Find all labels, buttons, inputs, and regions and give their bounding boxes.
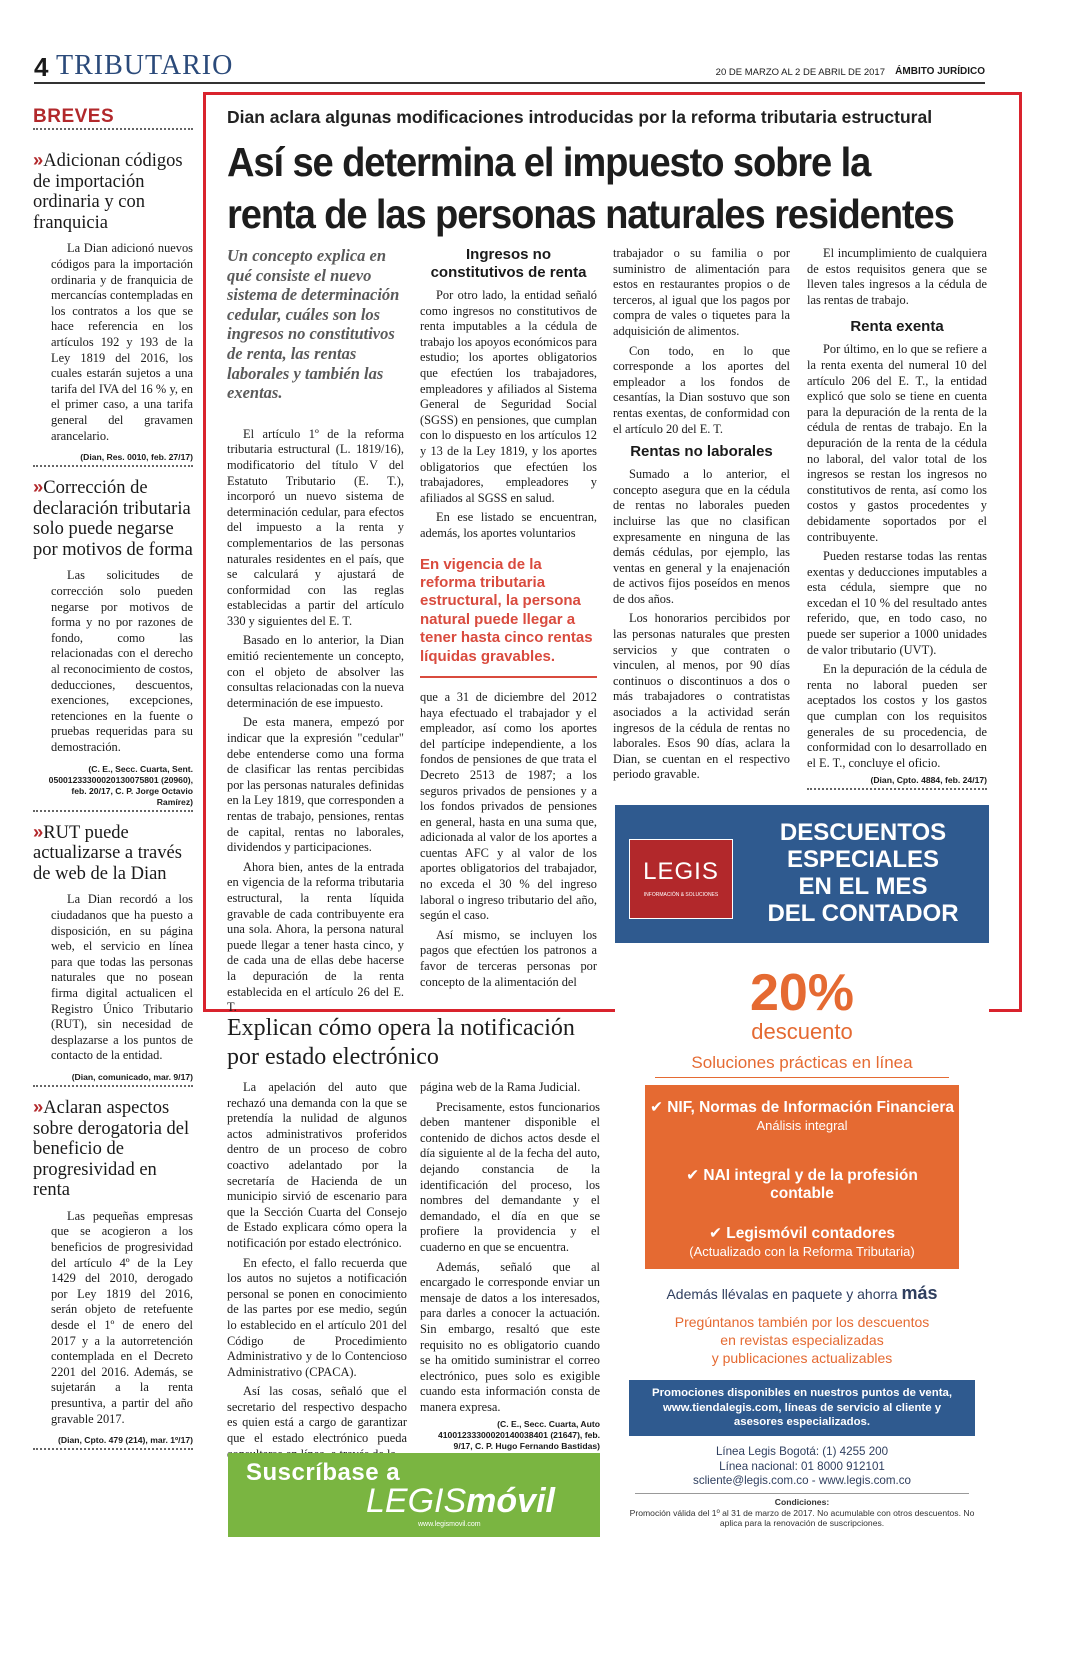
breve-cite: (Dian, Res. 0010, feb. 27/17) — [80, 452, 193, 463]
ad-header — [615, 805, 989, 943]
subheading: Ingresos no constitutivos de renta — [430, 246, 587, 281]
breve-cite: (C. E., Secc. Cuarta, Sent. 05001233300020130075801 (20960), feb. 20/17, C. P. Jorge Octavio Ramírez) — [48, 763, 193, 807]
breve-body: La Dian recordó a los ciudadanos que ha puesto a disposición, en su página web, el servicio en línea para que todas las personas naturales que no posean firma digital actualicen el Registro Único Tributario (RUT), sin necesidad de desplazarse a los puntos de contacto de la entidad. — [51, 892, 193, 1063]
ad-headline: DESCUENTOS ESPECIALES EN EL MES DEL CONTADOR — [767, 819, 959, 927]
second-headline: Explican cómo opera la notificación por estado electrónico — [227, 1015, 575, 1070]
section-title: TRIBUTARIO — [56, 50, 234, 81]
breve-body: La Dian adicionó nuevos códigos para la importación ordinaria y de franquicia de mercancías contempladas en los contratos a los que se hace referencia en los artículos 192 y 193 de la Ley 1819 del 2016, los cuales estarán sujetos a una tarifa del IVA del 16 % y, en el primer caso, a una tarifa general del gravamen arancelario. — [51, 241, 193, 443]
ad-ask: Pregúntanos también por los descuentos en revistas especializadas y publicaciones actualizables — [674, 1314, 930, 1366]
ad-item: ✔ NIF, Normas de Información Financiera Análisis integral — [649, 1099, 955, 1133]
ad-percent-label: descuento — [751, 1019, 853, 1044]
banner-brand: LEGISmóvil — [366, 1482, 555, 1520]
breve-item — [33, 477, 193, 812]
arrow-icon: » — [33, 820, 44, 842]
breve-body: Las solicitudes de corrección solo pueden negarse por motivos de forma y no por razones de fondo, como las relacionadas con el derecho al reconocimiento de costos, deducciones, descuentos, exenciones, excepciones, retenciones en la fuente o pruebas requeridas para su demostración. — [51, 568, 193, 754]
article-column-4: El incumplimiento de cualquiera de estos requisitos genera que se lleven tales ingresos a la cédula de las rentas de trabajo. Renta exenta Por último, en lo que se refiere a la renta exenta del numeral 10 del artículo 206 del E. T., la entidad explicó que solo se tiene en cuenta para la depuración de la renta de la cédula de rentas de trabajo. En la depuración de la renta de la cédula no laboral, del valor total de los ingresos se restan los ingresos no constitutivos de renta, así como los costos y gastos procedentes y debidamente soportados por el contribuyente. Pueden restarse todas las rentas exentas y deducciones imputables a esta cédula, siempre que no excedan el 10 % del resultado antes referido, que, en todo caso, no puede ser superior a 1000 unidades de valor tributario (UVT). En la depuración de la cédula de renta no laboral pueden ser aceptados los costos y los gastos que cumplan con los requisitos generales de su procedencia, de conformidad con lo desarrollado en el E. T., concluye el oficio. (Dian, Cpto. 4884, feb. 24/17) — [807, 246, 987, 790]
second-column-1: La apelación del auto que rechazó una demanda con la que se pretendía la nulidad de algunos actos administrativos proferidos dentro de un proceso de cobro coactivo adelantado por la secretaría de Hacienda de un municipio sirvió de escenario para que la Sección Cuarta del Consejo de Estado explicara cómo opera la notificación por estado electrónico. En efecto, el fallo recuerda que los autos no sujetos a notificación personal se ponen en conocimiento de las partes por ese medio, según lo establecido en el artículo 201 del Código de Procedimiento Administrativo y de lo Contencioso Administrativo (CPACA). Así las cosas, señaló que el secretario del respectivo despacho es quien está a cargo de garantizar que el estado electrónico pueda — [227, 1080, 407, 1446]
headline-line-2: renta de las personas naturales residentes — [227, 191, 954, 237]
legismovil-banner[interactable] — [228, 1453, 600, 1537]
article-lead: Un concepto explica en qué consiste el nuevo sistema de determinación cedular, cuáles son los ingresos no constitutivos de renta, las rentas laborales y también las exentas. — [227, 246, 400, 403]
ad-promo: Promociones disponibles en nuestros puntos de venta, www.tiendalegis.com, líneas de servicio al cliente y asesores especializados. — [629, 1380, 975, 1436]
ad-bundle: Además llévalas en paquete y ahorra más — [666, 1283, 938, 1303]
pull-quote: En vigencia de la reforma tributaria estructural, la persona natural puede llegar a tener hasta cinco rentas líquidas gravables. — [420, 556, 597, 678]
legis-ad[interactable] — [615, 805, 989, 1537]
arrow-icon: » — [33, 476, 44, 498]
headline-line-1: Así se determina el impuesto sobre la — [227, 139, 871, 185]
breve-item — [33, 822, 193, 1087]
subheading: Renta exenta — [850, 318, 944, 336]
subheading: Rentas no laborales — [630, 443, 773, 461]
legis-logo: LEGIS INFORMACIÓN & SOLUCIONES — [629, 839, 733, 919]
ad-percent: 20% — [749, 964, 855, 1022]
check-icon: ✔ — [686, 1167, 704, 1184]
breve-title: Aclaran aspectos sobre derogatoria del beneficio de progresividad en renta — [33, 1097, 190, 1201]
breves-sidebar — [33, 106, 193, 1546]
article-column-1 — [227, 246, 404, 1020]
article-column-2: Ingresos no constitutivos de renta Por otro lado, la entidad señaló como ingresos no constitutivos de renta imputables a la cédula de trabajo los apoyos económicos para estudio; los aportes obligatorios que efectúen los trabajadores, empleadores y afiliados al Sistema General de Seguridad Social (SGSS) en pensiones, que cumplan con lo dispuesto en los artículos 12 y 13 de la Ley 1819, y los aportes obligatorios que efectúen los trabajadores, empleadores y afiliados al SGSS en salud. En ese listado se encuentran, además, los aportes voluntarios En vigencia de la reforma tributaria estructural, la persona natural puede llegar a tener hasta cinco rentas líquidas gravables. que a 31 de diciembre del 2012 haya efectuado el trabajador y el empleador, así como los aportes del partícipe independiente, a los fondos de pensiones de que trata el Decreto 2513 de 1987; a los seguros privados de pensiones y a los fondos privados de pensiones en general, hasta en una suma que, adicionada al valor de los aportes a cuentas AFC y al valor de los aportes obligatorios del trabajador, no exceda el 30 % del ingreso laboral o ingreso tributario del año, según el caso. Así mismo, se incluyen los pagos que efectúen los patronos a favor de terceras personas por concepto de la alimentación del — [420, 246, 597, 989]
banner-url: www.legismovil.com — [418, 1521, 481, 1528]
breve-item — [33, 1097, 193, 1450]
article-cite: (Dian, Cpto. 4884, feb. 24/17) — [870, 775, 987, 786]
ad-contact: Línea Legis Bogotá: (1) 4255 200 Línea nacional: 01 8000 912101 scliente@legis.com.co - www.legis.com.co — [693, 1445, 911, 1488]
masthead — [34, 50, 985, 84]
breve-title: Adicionan códigos de importación ordinaria y con franquicia — [33, 151, 183, 233]
article-headline — [227, 136, 962, 240]
banner-line1: Suscríbase a — [246, 1459, 401, 1486]
second-column-2: página web de la Rama Judicial. Precisamente, estos funcionarios deben mantener disponible el contenido de dichos actos desde el día siguiente al de la fecha del auto, dejando constancia de la identificación del proceso, los nombres del demandante y el demandado, el día en que se profiere la providencia y el cuaderno en que se encuentra. Además, señaló que al encargado le corresponde enviar un mensaje de datos a los interesados, para darles a conocer la actuación. Sin embargo, resaltó que este requisito no es obligatorio cuando se ha omitido suministrar el correo electrónico, pues solo es exigible cuando esta información consta de manera expresa. (C. E., Secc. Cuarta, Auto 41001233300020140038401 (21647), feb. 9/17, C. P. Hugo Fernando Bastidas) — [420, 1080, 600, 1456]
ad-item: ✔ NAI integral y de la profesión contable — [686, 1167, 918, 1202]
ad-item: ✔ Legismóvil contadores (Actualizado con la Reforma Tributaria) — [689, 1225, 915, 1259]
page-number: 4 — [34, 52, 49, 82]
ad-conditions: Condiciones: Promoción válida del 1º al 31 de marzo de 2017. No acumulable con otros descuentos. No aplica para la renovación de suscripciones. — [629, 1497, 975, 1528]
breve-cite: (Dian, Cpto. 479 (214), mar. 1º/17) — [58, 1435, 193, 1446]
breve-body: Las pequeñas empresas que se acogieron a los beneficios de progresividad del artículo 4º de la Ley 1429 del 2010, derogado por Ley 1819 del 2016, serán objeto de retefuente desde el 1º de enero del 2017 y a la autorretención contemplada en el Decreto 2201 del 2016. Además, se sujetarán a la renta presuntiva, a partir del año gravable 2017. — [51, 1208, 193, 1426]
second-cite: (C. E., Secc. Cuarta, Auto 41001233300020140038401 (21647), feb. 9/17, C. P. Hugo Fernando Bastidas) — [438, 1419, 600, 1452]
check-icon: ✔ — [649, 1099, 668, 1116]
arrow-icon: » — [33, 1095, 44, 1117]
ad-items-box — [645, 1085, 959, 1269]
breves-heading: BREVES — [33, 106, 193, 130]
breve-title: RUT puede actualizarse a través de web de la Dian — [33, 822, 182, 884]
arrow-icon: » — [33, 149, 44, 170]
breve-item — [33, 150, 193, 467]
ad-solutions: Soluciones prácticas en línea — [691, 1053, 913, 1072]
check-icon: ✔ — [708, 1225, 727, 1242]
breve-cite: (Dian, comunicado, mar. 9/17) — [71, 1071, 193, 1082]
publication-name: ÁMBITO JURÍDICO — [895, 66, 985, 77]
article-kicker: Dian aclara algunas modificaciones introducidas por la reforma tributaria estructural — [227, 107, 933, 127]
breve-title: Corrección de declaración tributaria solo puede negarse por motivos de forma — [33, 478, 193, 560]
article-column-3: trabajador o su familia o por suministro de alimentación para estos en restaurantes propios o de terceros, al igual que los pagos por compra de vales o tiquetes para la adquisición de alimentos. Con todo, en lo que corresponde a los aportes del empleador a los fondos de cesantías, la Dian sostuvo que son rentas exentas, de conformidad con el artículo 20 del E. T. Rentas no laborales Sumado a lo anterior, el concepto asegura que en la cédula de rentas no laborales pueden incluirse las que no clasifican expresamente en ninguna de las demás cédulas, por ejemplo, las ventas en general y la enajenación de activos fijos poseídos en menos de dos años. Los honorarios percibidos por las personas naturales que presten servicios y que contraten o vinculen, al menos, por 90 días continuos o discontinuos a dos o más trabajadores o contratistas asociados a la actividad serán ingresos de la cédula de rentas no laborales. Esos 90 días, aclara la Dian, se cuentan en el respectivo periodo gravable. — [613, 246, 790, 782]
column-text: El artículo 1º de la reforma tributaria estructural (L. 1819/16), modificatorio del título V del Estatuto Tributario (E. T.), incorporó un nuevo sistema de determinación cedular, para efectos del impuesto a la renta y complementarios de las personas naturales residentes en el país, que se calculará y ajustará de conformidad con las reglas establecidas a partir del artículo 330 y siguientes del E. T. Basado en lo anterior, la Dian emitió recientemente un concepto, con el objeto de absolver las consultas relacionadas con la nueva determinación de ese impuesto. De esta manera, empezó por indicar que la expresión "cedular" debe entenderse como una forma de clasificar las rentas percibidas por las personas naturales definidas en la Ley 1819, que corresponden a rentas de trabajo, pensiones, rentas de capital, rentas no laborales, dividendos y participaciones. Ahora bien, antes de la entrada en vigencia de la reforma tributaria estructural, la renta líquida gravable de cada contribuyente era una sola. Ahora, la persona natural puede llegar a tener hasta cinco, y de cada una de ellas debe hacerse la depuración de la renta establecida en el artículo 26 del E. T. — [227, 426, 404, 1015]
issue-date: 20 DE MARZO AL 2 DE ABRIL DE 2017 — [715, 67, 885, 78]
